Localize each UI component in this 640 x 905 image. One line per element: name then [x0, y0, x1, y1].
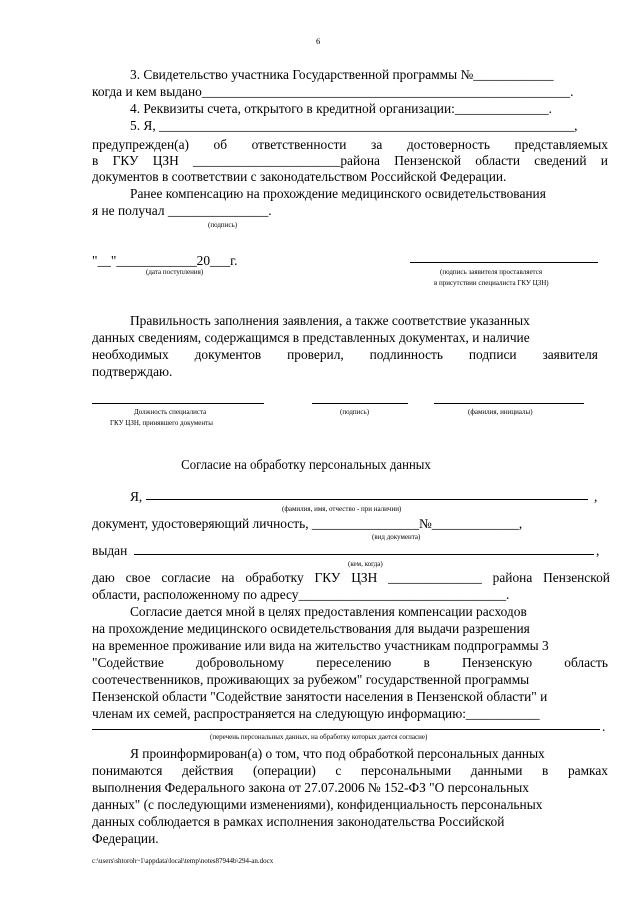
agree-line-2: области, расположенному по адресу_______________________________. [92, 587, 510, 602]
word: ______________ [388, 570, 482, 585]
word: рамках [567, 763, 608, 778]
receipt-date-caption: (дата поступления) [146, 268, 204, 276]
agree-line-1 [92, 569, 610, 586]
specialist-position-caption-1: Должность специалиста [134, 408, 207, 416]
issued-by-caption: (кем, когда) [348, 560, 383, 568]
specialist-sign-line [312, 403, 408, 404]
word: понимаются [92, 763, 163, 778]
word: добровольному [196, 655, 285, 670]
consent-comma: , [594, 489, 598, 504]
word: сведений [534, 153, 587, 168]
word: переселению [316, 655, 392, 670]
check-line-2: данных сведениям, содержащимся в представленных документах, и наличие [92, 330, 530, 345]
warning-line-1 [92, 136, 608, 153]
word: "Содействие [92, 655, 164, 670]
item-3-issued: когда и кем выдано_______________________________________________________. [92, 84, 574, 99]
word: представляемых [514, 137, 608, 152]
word: района [492, 570, 533, 585]
word: достоверность [406, 137, 490, 152]
consent-title: Согласие на обработку персональных данных [181, 457, 431, 472]
word: ГКУ [112, 153, 139, 168]
prev-comp-line-2: я не получал _______________. [92, 203, 272, 218]
receipt-date: "__"____________20___г. [92, 253, 238, 268]
footer-file-path: c:\users\shtoroh~1\appdata\local\temp\notes87944b\294-an.docx [92, 857, 274, 865]
specialist-name-caption: (фамилия, инициалы) [468, 408, 533, 416]
word: (операции) [252, 763, 316, 778]
applicant-signature-caption-1: (подпись заявителя проставляется [440, 268, 543, 276]
word: даю [92, 570, 115, 585]
word: необходимых [92, 347, 169, 362]
consent-ya: Я, [130, 489, 143, 504]
word: Пензенской [543, 570, 610, 585]
warning-line-2 [92, 152, 608, 169]
specialist-position-caption-2: ГКУ ЦЗН, принявшего документы [110, 419, 213, 427]
check-line-1: Правильность заполнения заявления, а также соответствие указанных [130, 313, 530, 328]
applicant-signature-caption-2: в присутствии специалиста ГКУ ЦЗН) [434, 279, 549, 287]
word: ЦЗН [351, 570, 378, 585]
word: Пензенской [394, 153, 462, 168]
informed-line-1: Я проинформирован(а) о том, что под обработкой персональных данных [130, 746, 545, 761]
word: согласие [161, 570, 211, 585]
word: персональными [360, 763, 452, 778]
issued-by-comma: , [596, 543, 600, 558]
word: в [542, 763, 549, 778]
issued-by-label: выдан [92, 543, 128, 558]
word: на [221, 570, 235, 585]
word: подписи [468, 347, 517, 362]
informed-line-5: данных соблюдается в рамках исполнения законодательства Российской [92, 814, 505, 829]
specialist-sign-caption: (подпись) [340, 408, 370, 416]
purpose-line-1: Согласие дается мной в целях предоставления компенсации расходов [130, 604, 527, 619]
word: обработку [245, 570, 304, 585]
word: с [335, 763, 342, 778]
word: об [213, 137, 228, 152]
applicant-signature-line [410, 262, 598, 263]
purpose-line-4 [92, 654, 608, 671]
word: области [475, 153, 521, 168]
item-3-certificate: 3. Свидетельство участника Государственной программы №____________ [130, 67, 554, 82]
id-document-caption: (вид документа) [372, 533, 421, 541]
purpose-line-5: соотечественников, проживающих за рубежом" государственной программы [92, 672, 530, 687]
specialist-position-line [92, 403, 264, 404]
word: проверил, [287, 347, 344, 362]
item-4-account: 4. Реквизиты счета, открытого в кредитной организации:______________. [130, 101, 552, 116]
warning-line-3: документов в соответствии с законодательством Российской Федерации. [92, 169, 507, 184]
informed-line-2 [92, 762, 608, 779]
word: документов [194, 347, 262, 362]
word: ответственности [251, 137, 347, 152]
issued-by-line [134, 554, 594, 555]
word: ______________________района [193, 153, 380, 168]
word: область [564, 655, 608, 670]
informed-line-3: выполнения Федерального закона от 27.07.2006 № 152-ФЗ "О персональных [92, 780, 529, 795]
word: за [371, 137, 383, 152]
purpose-line-6: Пензенской области "Содействие занятости населения в Пензенской области" и [92, 689, 548, 704]
informed-line-6: Федерации. [92, 831, 159, 846]
consent-fio-line [146, 499, 588, 500]
word: свое [125, 570, 151, 585]
word: Пензенскую [461, 655, 533, 670]
check-line-3 [92, 346, 598, 363]
data-list-line [92, 729, 600, 730]
sign-caption: (подпись) [208, 221, 238, 229]
item-5-name: 5. Я, ______________________________________________________________, [130, 118, 578, 133]
word: предупрежден(а) [92, 137, 189, 152]
word: ЦЗН [152, 153, 179, 168]
data-list-caption: (перечень персональных данных, на обработку которых дается согласие) [210, 733, 428, 741]
word: в [92, 153, 99, 168]
data-list-period: . [602, 719, 606, 734]
word: в [423, 655, 430, 670]
word: действия [182, 763, 234, 778]
check-line-4: подтверждаю. [92, 364, 173, 379]
word: и [600, 153, 608, 168]
prev-comp-line-1: Ранее компенсацию на прохождение медицинского освидетельствования [130, 186, 546, 201]
word: заявителя [542, 347, 598, 362]
word: подлинность [369, 347, 443, 362]
purpose-line-2: на прохождение медицинского освидетельствования для выдачи разрешения [92, 621, 530, 636]
page-number: 6 [316, 36, 321, 46]
word: ГКУ [314, 570, 341, 585]
specialist-name-line [434, 403, 584, 404]
id-document-line: документ, удостоверяющий личность, ________________№_____________, [92, 516, 523, 531]
word: данными [470, 763, 523, 778]
purpose-line-3: на временное проживание или вида на жительство участникам подпрограммы 3 [92, 638, 549, 653]
purpose-line-7: членам их семей, распространяется на следующую информацию:___________ [92, 706, 540, 721]
informed-line-4: данных" (с последующими изменениями), конфиденциальность персональных [92, 797, 543, 812]
fio-caption: (фамилия, имя, отчество - при наличии) [282, 505, 402, 513]
